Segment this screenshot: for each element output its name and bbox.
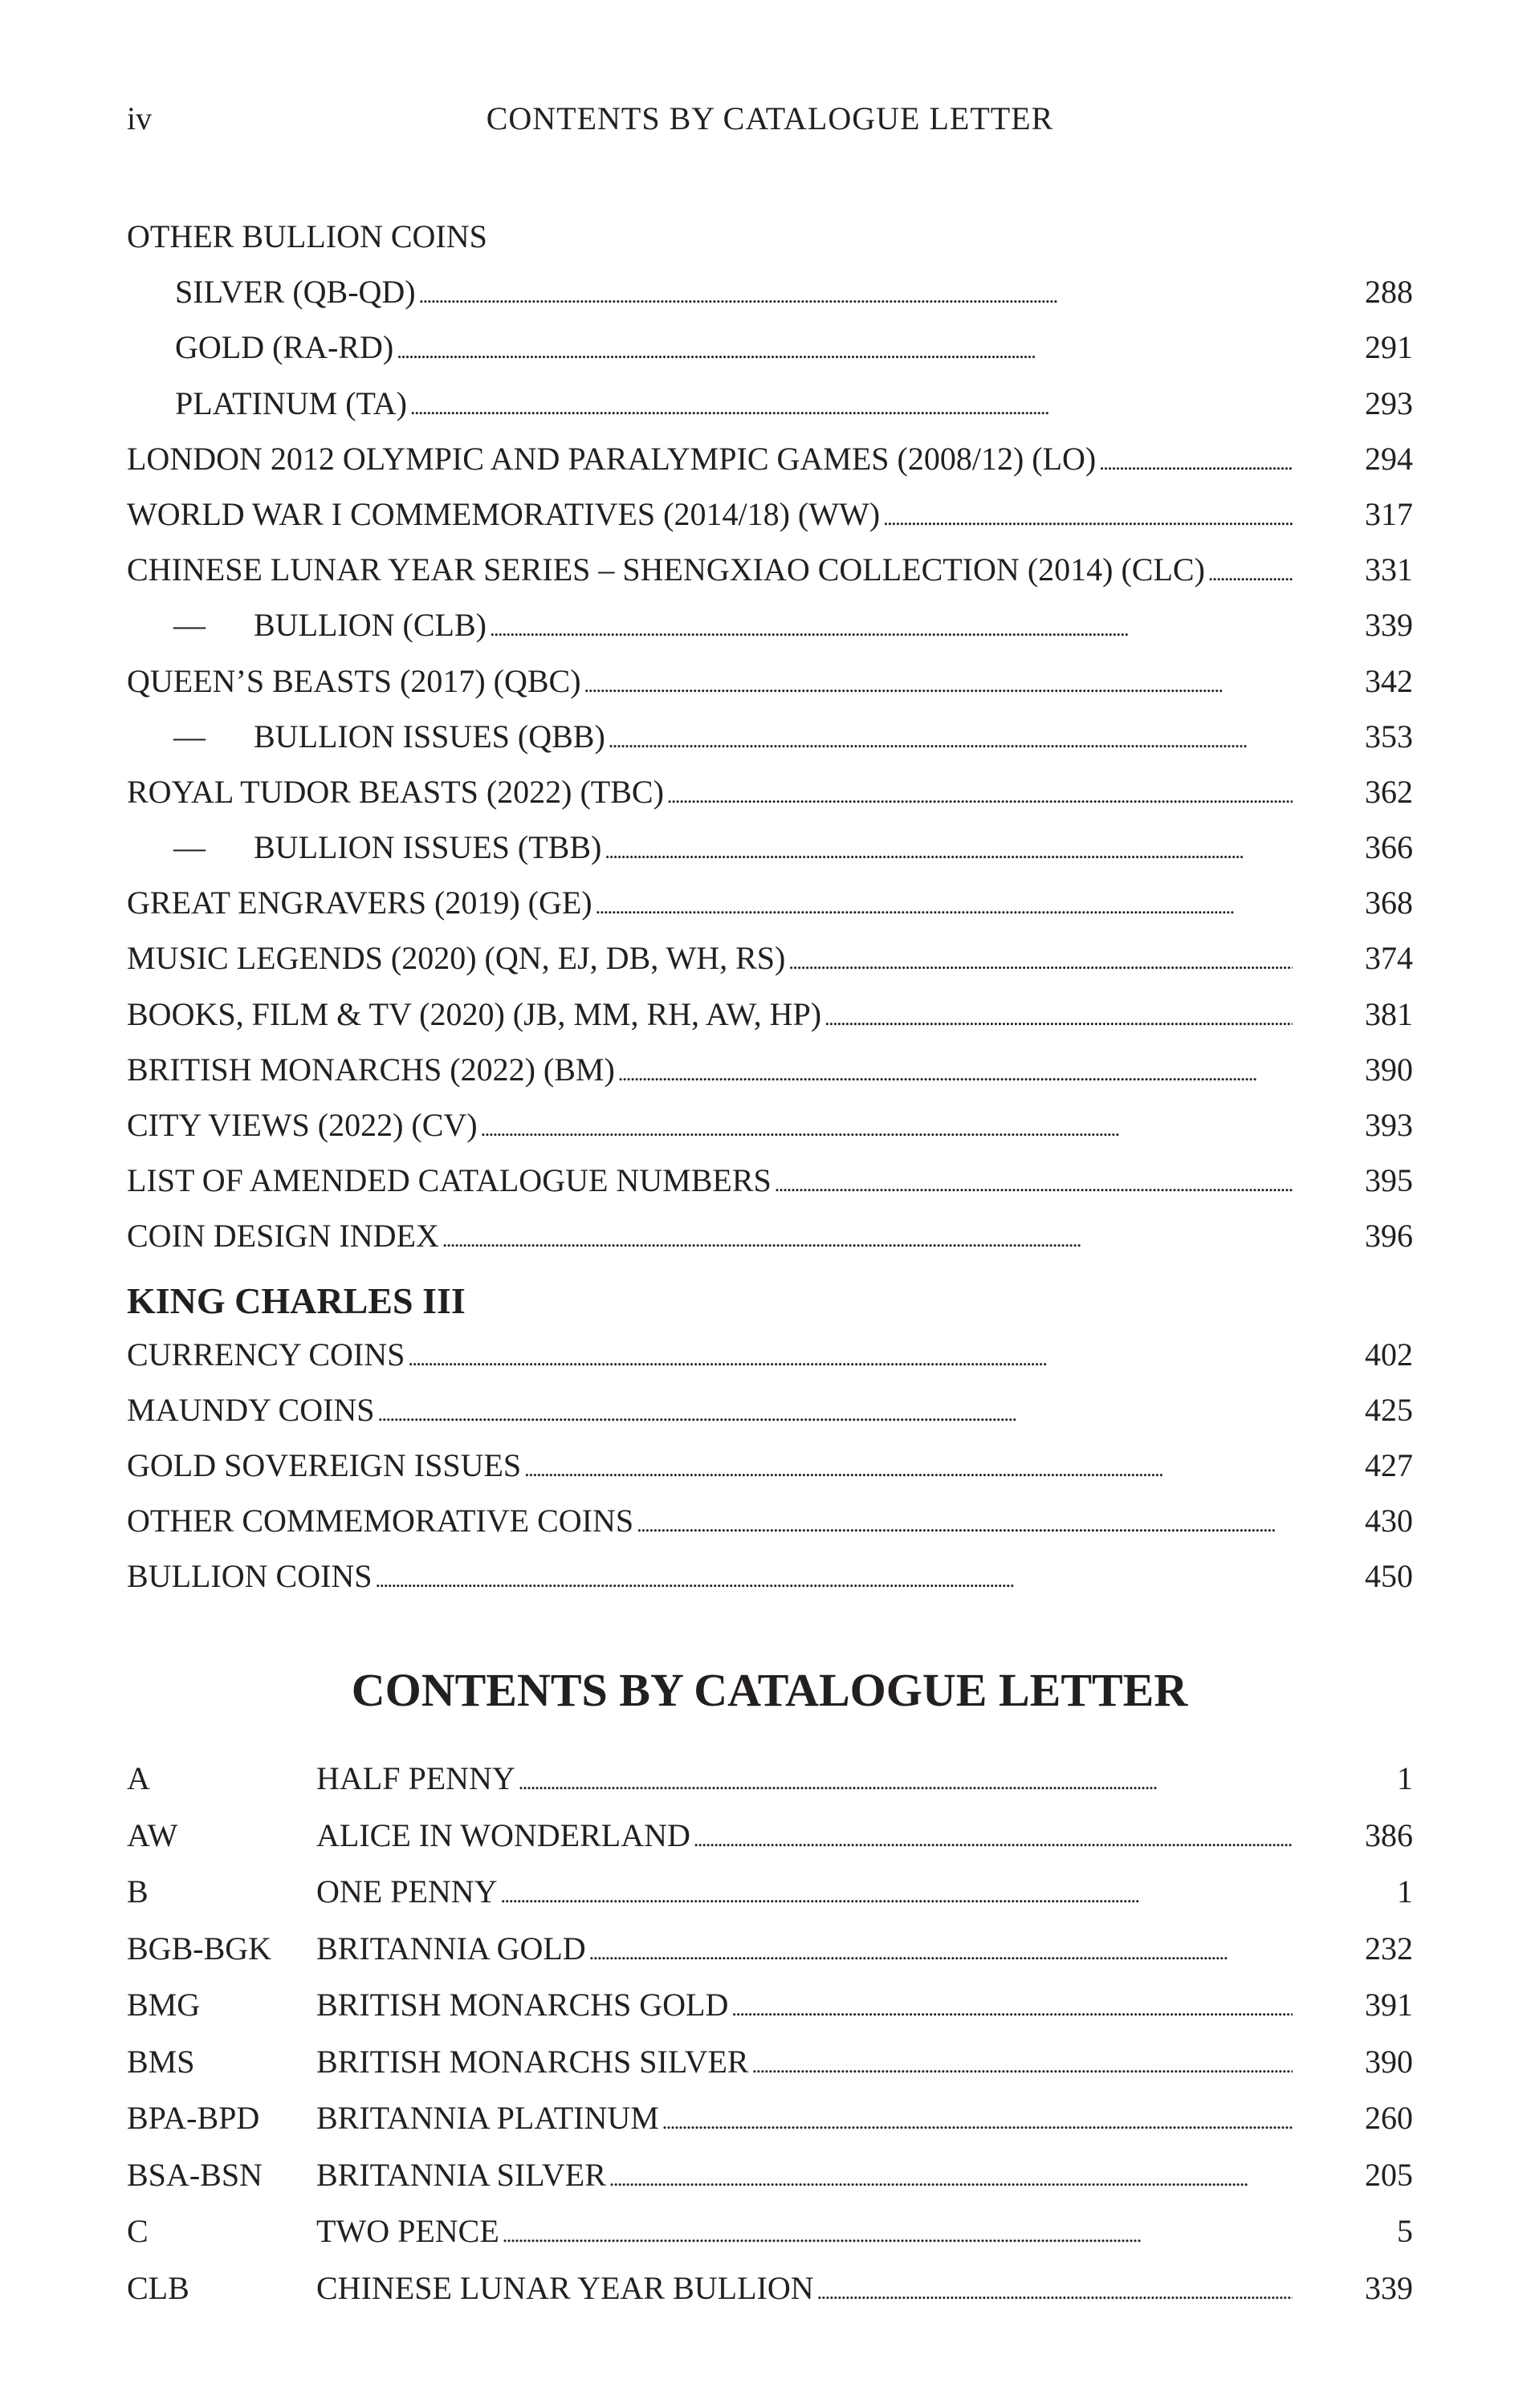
entry-page-number: 396 xyxy=(1365,1218,1413,1255)
entry-leader xyxy=(127,884,1293,922)
entry-leader xyxy=(316,2156,1293,2194)
contents-row xyxy=(127,653,1413,708)
indent-dash: — xyxy=(173,718,206,755)
entry-title: MAUNDY COINS xyxy=(127,1392,378,1428)
entry-leader xyxy=(127,1106,1293,1145)
entry-title: GREAT ENGRAVERS (2019) (GE) xyxy=(127,885,596,921)
entry-page-number: 391 xyxy=(1365,1987,1413,2023)
entry-page-number: 260 xyxy=(1365,2100,1413,2136)
entry-page-number: 450 xyxy=(1365,1558,1413,1595)
entry-title: BRITISH MONARCHS GOLD xyxy=(316,1987,731,2023)
entry-title: MUSIC LEGENDS (2020) (QN, EJ, DB, WH, RS) xyxy=(127,940,788,976)
entry-page-number: 1 xyxy=(1397,1760,1413,1796)
contents-row xyxy=(127,708,1413,763)
entry-page-number: 317 xyxy=(1365,495,1413,532)
entry-leader xyxy=(127,495,1293,534)
entry-leader xyxy=(316,2212,1293,2251)
catalogue-code: AW xyxy=(127,1816,178,1853)
entry-leader xyxy=(316,2099,1293,2138)
page-folio: iv xyxy=(127,100,153,136)
contents-row xyxy=(127,1381,1413,1437)
contents-row xyxy=(127,1548,1413,1603)
entry-page-number: 390 xyxy=(1365,1051,1413,1088)
catalogue-letter-row xyxy=(127,2146,1413,2203)
entry-title: BULLION ISSUES (TBB) xyxy=(254,829,605,865)
contents-row xyxy=(127,986,1413,1041)
entry-page-number: 368 xyxy=(1365,885,1413,921)
entry-page-number: 291 xyxy=(1365,329,1413,366)
entry-title: BRITISH MONARCHS SILVER xyxy=(316,2044,752,2080)
entry-page-number: 353 xyxy=(1365,718,1413,755)
entry-leader xyxy=(127,1161,1293,1200)
entry-leader xyxy=(127,1502,1293,1540)
entry-title: GOLD SOVEREIGN ISSUES xyxy=(127,1447,524,1483)
catalogue-letter-section xyxy=(127,1750,1413,2316)
contents-list xyxy=(127,263,1413,1263)
catalogue-code: B xyxy=(127,1873,149,1910)
entry-page-number: 395 xyxy=(1365,1162,1413,1199)
section-heading-king-charles: KING CHARLES III xyxy=(127,1279,466,1321)
catalogue-letter-row xyxy=(127,1863,1413,1920)
entry-title: CHINESE LUNAR YEAR BULLION xyxy=(316,2270,817,2306)
entry-title: GOLD (RA-RD) xyxy=(175,329,397,365)
contents-row xyxy=(127,874,1413,929)
contents-row xyxy=(127,486,1413,541)
entry-title: BOOKS, FILM & TV (2020) (JB, MM, RH, AW, HP) xyxy=(127,996,824,1032)
entry-page-number: 427 xyxy=(1365,1446,1413,1483)
entry-leader xyxy=(175,273,1293,311)
contents-row xyxy=(127,763,1413,819)
entry-page-number: 362 xyxy=(1365,773,1413,810)
catalogue-letter-row xyxy=(127,1750,1413,1807)
catalogue-code: BPA-BPD xyxy=(127,2100,260,2136)
entry-leader xyxy=(316,1816,1293,1855)
contents-row xyxy=(127,375,1413,430)
entry-page-number: 381 xyxy=(1365,995,1413,1032)
entry-title: HALF PENNY xyxy=(316,1760,519,1796)
entry-page-number: 366 xyxy=(1365,829,1413,866)
entry-leader xyxy=(175,384,1293,423)
contents-row xyxy=(127,1152,1413,1207)
entry-title: SILVER (QB-QD) xyxy=(175,274,419,310)
entry-leader xyxy=(127,773,1293,811)
entry-title: CHINESE LUNAR YEAR SERIES – SHENGXIAO COLLECTION (2014) (CLC) xyxy=(127,551,1208,588)
entry-page-number: 294 xyxy=(1365,440,1413,477)
entry-page-number: 430 xyxy=(1365,1503,1413,1540)
entry-leader xyxy=(127,995,1293,1034)
entry-leader xyxy=(127,1391,1293,1430)
contents-row xyxy=(127,430,1413,486)
entry-page-number: 386 xyxy=(1365,1816,1413,1853)
indent-dash: — xyxy=(173,829,206,866)
contents-row xyxy=(127,263,1413,319)
entry-title: LIST OF AMENDED CATALOGUE NUMBERS xyxy=(127,1162,775,1198)
entry-page-number: 288 xyxy=(1365,274,1413,311)
entry-title: BRITANNIA SILVER xyxy=(316,2157,609,2193)
catalogue-letter-row xyxy=(127,1976,1413,2033)
entry-page-number: 339 xyxy=(1365,2269,1413,2306)
contents-row xyxy=(127,541,1413,596)
catalogue-letter-row xyxy=(127,2203,1413,2260)
entry-title: ROYAL TUDOR BEASTS (2022) (TBC) xyxy=(127,774,667,810)
catalogue-code: BMG xyxy=(127,1987,201,2023)
entry-leader xyxy=(127,440,1293,478)
entry-leader xyxy=(316,1930,1293,1968)
entry-title: BULLION ISSUES (QBB) xyxy=(254,718,609,755)
catalogue-code: BMS xyxy=(127,2043,195,2080)
entry-title: ALICE IN WONDERLAND xyxy=(316,1817,694,1853)
entry-leader xyxy=(127,551,1293,589)
entry-title: PLATINUM (TA) xyxy=(175,385,410,421)
entry-leader xyxy=(316,2043,1293,2081)
contents-row xyxy=(127,929,1413,985)
entry-page-number: 205 xyxy=(1365,2156,1413,2193)
entry-leader xyxy=(254,828,1293,867)
entry-title: BULLION COINS xyxy=(127,1558,376,1594)
entry-leader xyxy=(127,1217,1293,1255)
entry-title: TWO PENCE xyxy=(316,2213,503,2249)
entry-title: ONE PENNY xyxy=(316,1873,501,1910)
entry-leader xyxy=(127,1336,1293,1374)
entry-title: LONDON 2012 OLYMPIC AND PARALYMPIC GAMES (2008/12) (LO) xyxy=(127,441,1099,477)
entry-leader xyxy=(127,662,1293,701)
entry-title: COIN DESIGN INDEX xyxy=(127,1218,442,1254)
entry-page-number: 339 xyxy=(1365,607,1413,644)
contents-row xyxy=(127,819,1413,874)
contents-row xyxy=(127,1207,1413,1263)
entry-title: BULLION (CLB) xyxy=(254,607,490,643)
entry-leader xyxy=(127,1557,1293,1596)
entry-leader xyxy=(254,718,1293,756)
entry-page-number: 232 xyxy=(1365,1930,1413,1967)
entry-leader xyxy=(127,1446,1293,1485)
contents-row xyxy=(127,319,1413,374)
entry-leader xyxy=(316,1986,1293,2024)
entry-title: CURRENCY COINS xyxy=(127,1336,408,1373)
entry-page-number: 402 xyxy=(1365,1336,1413,1373)
catalogue-letter-row xyxy=(127,1807,1413,1864)
entry-page-number: 425 xyxy=(1365,1391,1413,1428)
entry-page-number: 374 xyxy=(1365,940,1413,977)
catalogue-letter-row xyxy=(127,1920,1413,1977)
contents-section xyxy=(127,208,1413,1604)
entry-leader xyxy=(316,2269,1293,2308)
king-charles-list xyxy=(127,1326,1413,1604)
entry-title: BRITANNIA GOLD xyxy=(316,1930,589,1967)
entry-title: OTHER COMMEMORATIVE COINS xyxy=(127,1503,637,1539)
entry-title: WORLD WAR I COMMEMORATIVES (2014/18) (WW) xyxy=(127,496,883,532)
entry-leader xyxy=(127,1051,1293,1089)
contents-row xyxy=(127,1437,1413,1492)
entry-leader xyxy=(127,939,1293,978)
entry-page-number: 342 xyxy=(1365,662,1413,699)
entry-page-number: 393 xyxy=(1365,1107,1413,1143)
entry-title: CITY VIEWS (2022) (CV) xyxy=(127,1107,481,1143)
contents-row xyxy=(127,1326,1413,1381)
group-heading-other-bullion: OTHER BULLION COINS xyxy=(127,218,487,254)
entry-page-number: 1 xyxy=(1397,1873,1413,1910)
entry-page-number: 293 xyxy=(1365,384,1413,421)
entry-leader xyxy=(175,328,1293,367)
contents-row xyxy=(127,1492,1413,1548)
entry-leader xyxy=(316,1873,1293,1911)
running-title: CONTENTS BY CATALOGUE LETTER xyxy=(486,100,1054,136)
catalogue-letter-row xyxy=(127,2089,1413,2146)
catalogue-letter-row xyxy=(127,2033,1413,2090)
entry-page-number: 5 xyxy=(1397,2213,1413,2249)
catalogue-code: A xyxy=(127,1760,150,1796)
entry-page-number: 390 xyxy=(1365,2043,1413,2080)
catalogue-code: CLB xyxy=(127,2269,189,2306)
entry-leader xyxy=(254,606,1293,645)
catalogue-code: BGB-BGK xyxy=(127,1930,272,1967)
catalogue-letter-list xyxy=(127,1750,1413,2316)
entry-title: BRITISH MONARCHS (2022) (BM) xyxy=(127,1051,618,1088)
entry-title: QUEEN’S BEASTS (2017) (QBC) xyxy=(127,663,584,699)
entry-leader xyxy=(316,1759,1293,1798)
catalogue-letter-row xyxy=(127,2260,1413,2316)
indent-dash: — xyxy=(173,607,206,644)
running-head xyxy=(127,95,1413,143)
contents-row xyxy=(127,596,1413,652)
catalogue-letter-heading: CONTENTS BY CATALOGUE LETTER xyxy=(351,1664,1188,1716)
entry-page-number: 331 xyxy=(1365,551,1413,588)
contents-row xyxy=(127,1041,1413,1096)
entry-title: BRITANNIA PLATINUM xyxy=(316,2100,662,2136)
contents-row xyxy=(127,1096,1413,1152)
catalogue-code: C xyxy=(127,2213,149,2249)
catalogue-code: BSA-BSN xyxy=(127,2156,263,2193)
